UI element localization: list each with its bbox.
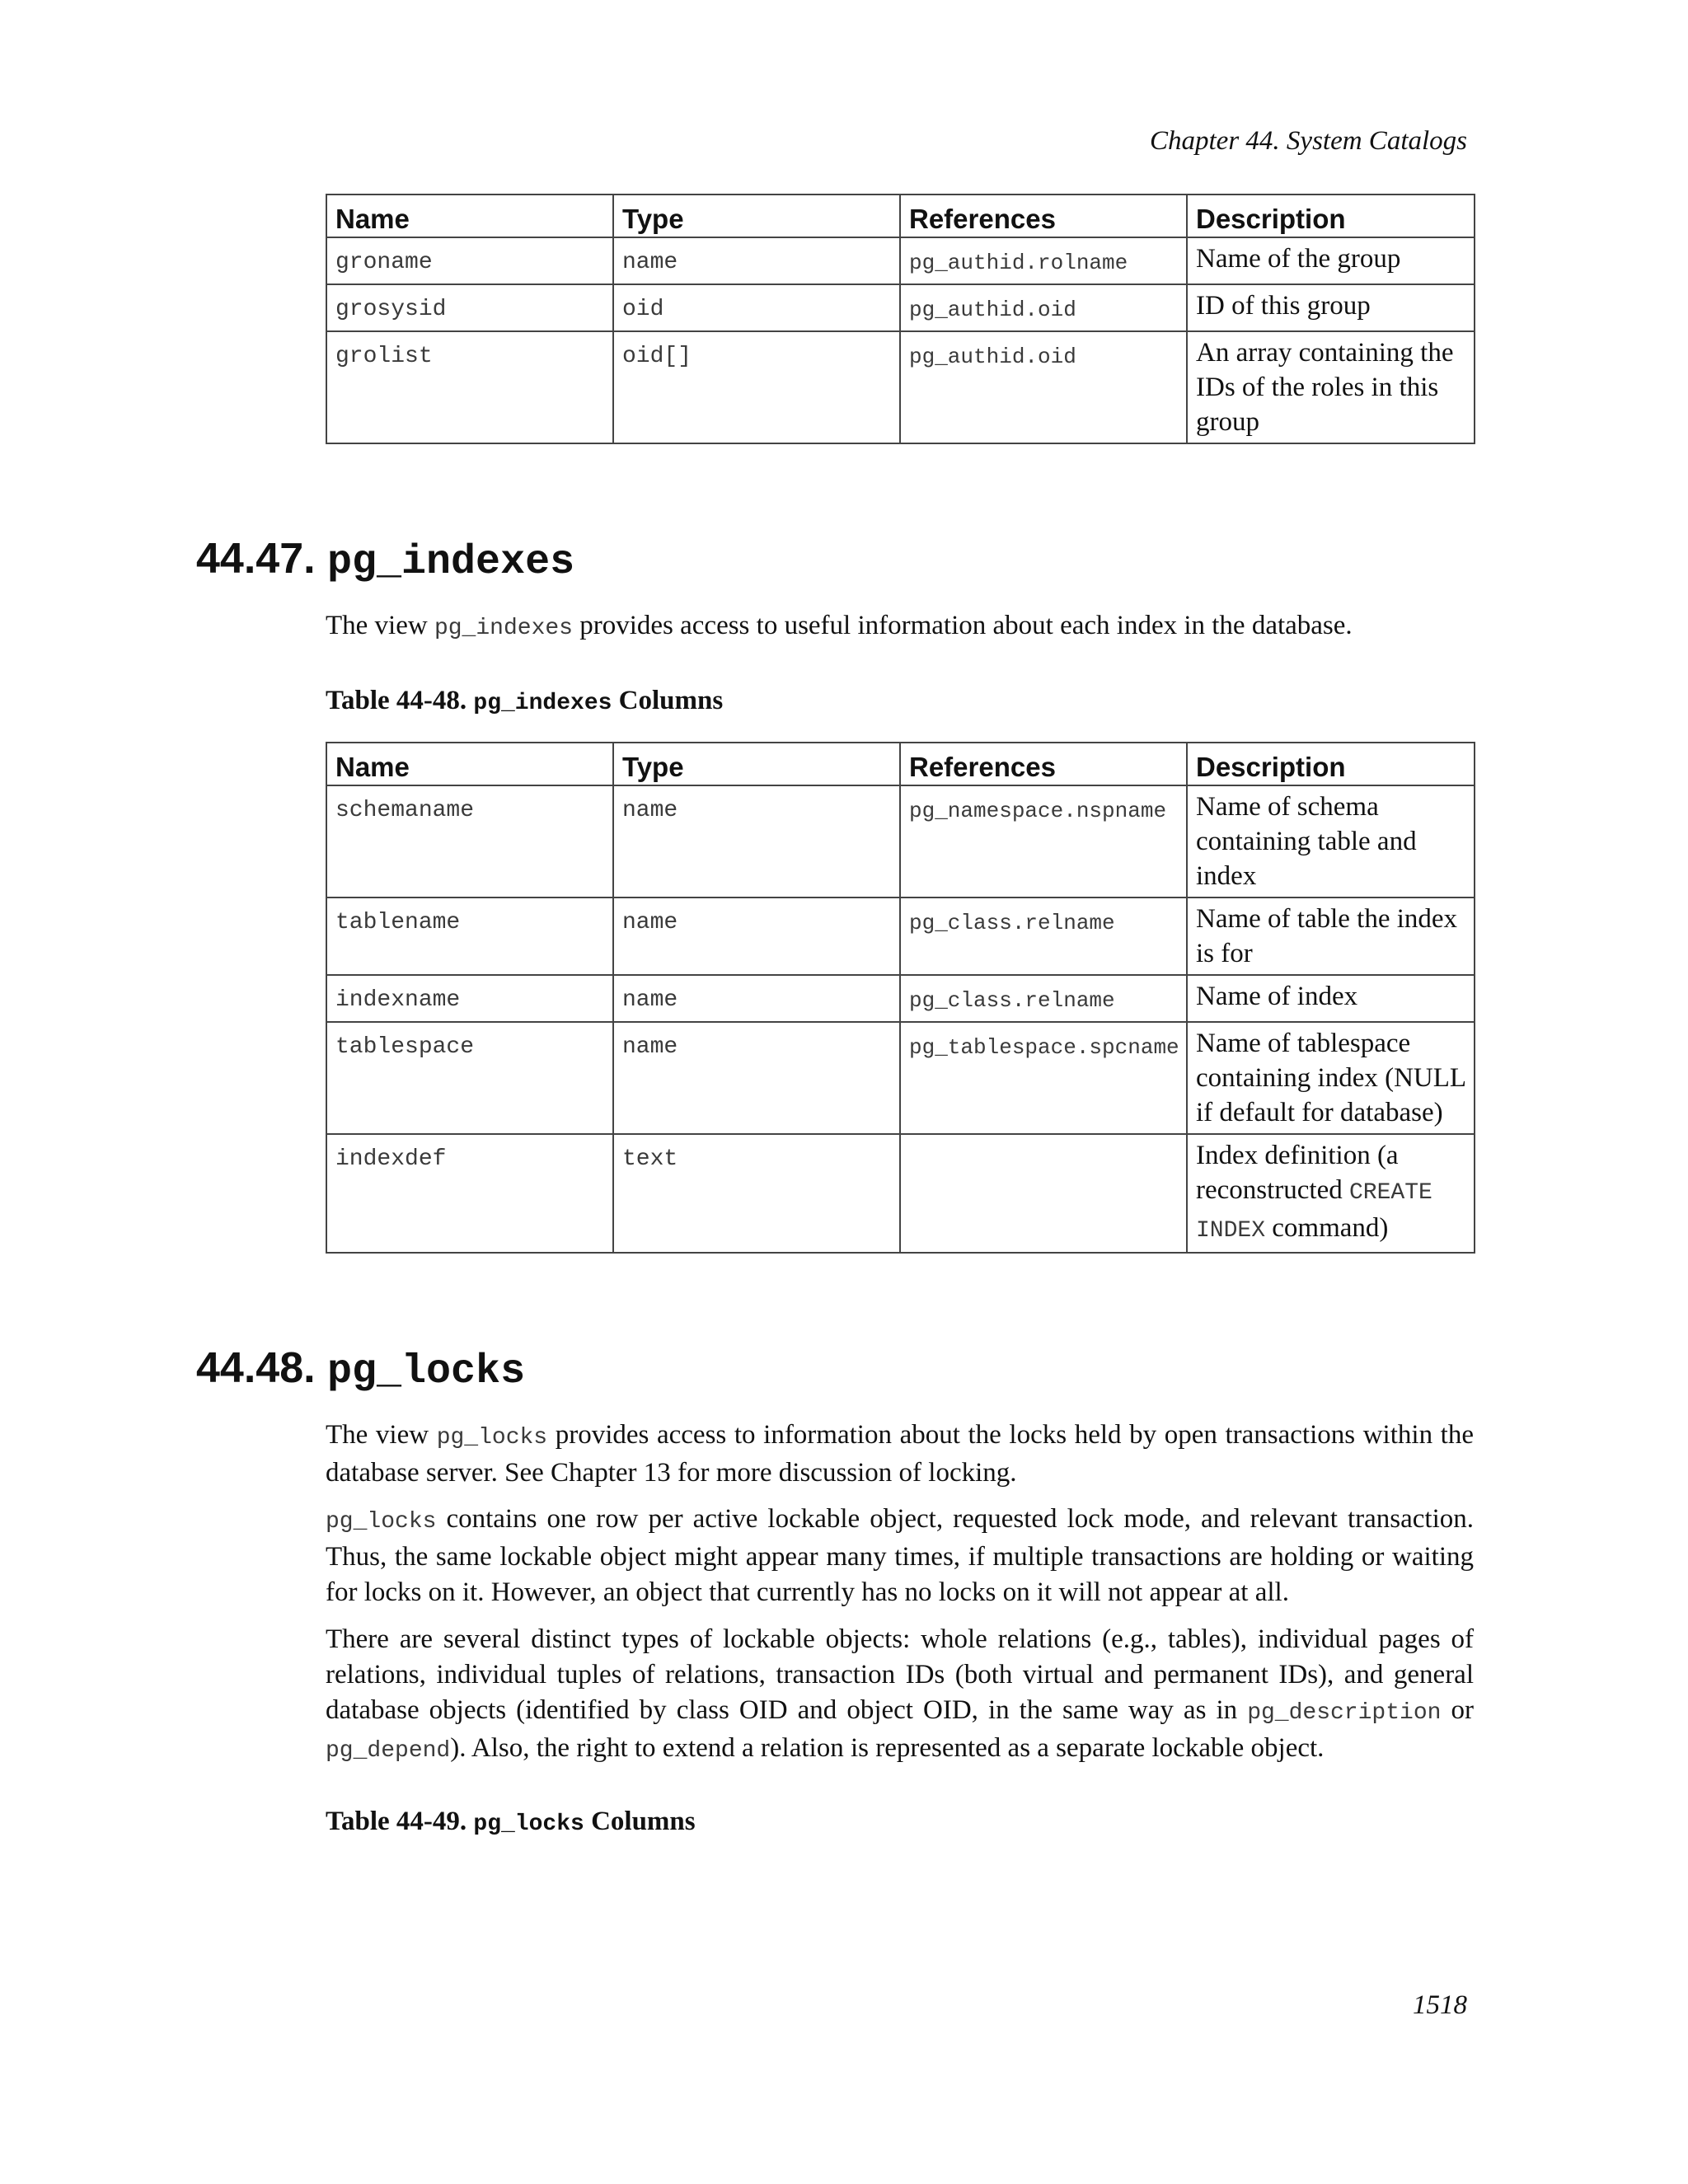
section-number: 44.48. [196, 1344, 316, 1392]
running-header: Chapter 44. System Catalogs [1150, 126, 1467, 156]
caption-code: pg_indexes [473, 691, 612, 716]
cell-name: grosysid [326, 284, 613, 331]
text-run: There are several distinct types of lockable objects: whole relations (e.g., tables), individual pages of relations, individual tuples of relations, transaction IDs (both virtual and permanent IDs), and general database objects (identified by class OID and object OID, in the same way as in [326, 1624, 1474, 1725]
text-run: ). Also, the right to extend a relation is represented as a separate lockable object. [450, 1733, 1325, 1763]
column-header-type: Type [613, 194, 900, 237]
cell-type: name [613, 237, 900, 284]
cell-description: Name of tablespace containing index (NULL if default for database) [1187, 1022, 1475, 1134]
table-header-row [326, 743, 1475, 785]
table-row [326, 284, 1475, 331]
cell-description: Name of table the index is for [1187, 898, 1475, 975]
cell-name: indexdef [326, 1134, 613, 1253]
cell-description: ID of this group [1187, 284, 1475, 331]
cell-references: pg_namespace.nspname [900, 785, 1187, 898]
cell-type: name [613, 898, 900, 975]
column-header-description: Description [1187, 743, 1475, 785]
cell-references: pg_class.relname [900, 898, 1187, 975]
cell-name: grolist [326, 331, 613, 443]
text-run: The view [326, 611, 434, 640]
cell-type: name [613, 785, 900, 898]
cell-name: tablespace [326, 1022, 613, 1134]
table-caption-44-48 [326, 686, 723, 716]
cell-references: pg_authid.rolname [900, 237, 1187, 284]
column-header-references: References [900, 743, 1187, 785]
cell-type: oid[] [613, 331, 900, 443]
cell-name: tablename [326, 898, 613, 975]
cell-type: text [613, 1134, 900, 1253]
cell-type: oid [613, 284, 900, 331]
caption-code: pg_locks [473, 1811, 584, 1837]
page-number: 1518 [1413, 1990, 1467, 2020]
inline-code: pg_indexes [434, 616, 573, 641]
text-run: The view [326, 1420, 437, 1450]
text-run: provides access to useful information about each index in the database. [572, 611, 1353, 640]
cell-references: pg_class.relname [900, 975, 1187, 1022]
cell-references: pg_authid.oid [900, 331, 1187, 443]
table-row [326, 1022, 1475, 1134]
section-title-code: pg_locks [327, 1348, 526, 1395]
cell-type: name [613, 1022, 900, 1134]
cell-references: pg_authid.oid [900, 284, 1187, 331]
inline-code: pg_depend [326, 1738, 451, 1764]
text-run: or [1441, 1695, 1474, 1725]
table-row [326, 331, 1475, 443]
column-header-name: Name [326, 194, 613, 237]
section-heading-pg-locks [196, 1343, 525, 1395]
inline-code: pg_description [1247, 1700, 1442, 1726]
cell-description [1187, 1134, 1475, 1253]
pg-locks-paragraph-3 [326, 1622, 1474, 1769]
table-row [326, 1134, 1475, 1253]
cell-description: Name of index [1187, 975, 1475, 1022]
inline-code: pg_locks [326, 1509, 437, 1535]
pg-group-columns-table [326, 194, 1475, 444]
cell-references [900, 1134, 1187, 1253]
caption-prefix: Table 44-48. [326, 686, 474, 715]
cell-description: Name of schema containing table and index [1187, 785, 1475, 898]
column-header-name: Name [326, 743, 613, 785]
pg-indexes-columns-table [326, 742, 1475, 1254]
table-row [326, 898, 1475, 975]
cell-type: name [613, 975, 900, 1022]
text-run: Index definition (a reconstructed [1196, 1141, 1399, 1205]
text-run: command) [1265, 1213, 1389, 1243]
cell-name: groname [326, 237, 613, 284]
pg-indexes-intro-paragraph [326, 608, 1474, 646]
table-header-row [326, 194, 1475, 237]
column-header-references: References [900, 194, 1187, 237]
caption-suffix: Columns [612, 686, 724, 715]
table-row [326, 975, 1475, 1022]
section-title-code: pg_indexes [327, 539, 575, 586]
cell-description: Name of the group [1187, 237, 1475, 284]
column-header-type: Type [613, 743, 900, 785]
table-row [326, 785, 1475, 898]
column-header-description: Description [1187, 194, 1475, 237]
cell-description: An array containing the IDs of the roles in this group [1187, 331, 1475, 443]
cell-references: pg_tablespace.spcname [900, 1022, 1187, 1134]
cell-name: indexname [326, 975, 613, 1022]
text-run: provides access to information about the locks held by open transactions within the database server. See Chapter 13 for more discussion of locking. [326, 1420, 1474, 1488]
caption-suffix: Columns [584, 1807, 696, 1836]
pg-locks-paragraph-2 [326, 1502, 1474, 1610]
section-heading-pg-indexes [196, 534, 574, 586]
section-number: 44.47. [196, 535, 316, 583]
caption-prefix: Table 44-49. [326, 1807, 474, 1836]
cell-name: schemaname [326, 785, 613, 898]
table-caption-44-49 [326, 1807, 696, 1837]
inline-code: CREATE INDEX [1196, 1180, 1432, 1244]
table-row [326, 237, 1475, 284]
pg-locks-paragraph-1 [326, 1418, 1474, 1491]
inline-code: pg_locks [436, 1425, 548, 1451]
text-run: contains one row per active lockable object, requested lock mode, and relevant transaction. Thus, the same lockable object might appear many times, if multiple transactions are holding or waiting for locks on it. However, an object that currently has no locks on it will not appear at all. [326, 1504, 1474, 1607]
